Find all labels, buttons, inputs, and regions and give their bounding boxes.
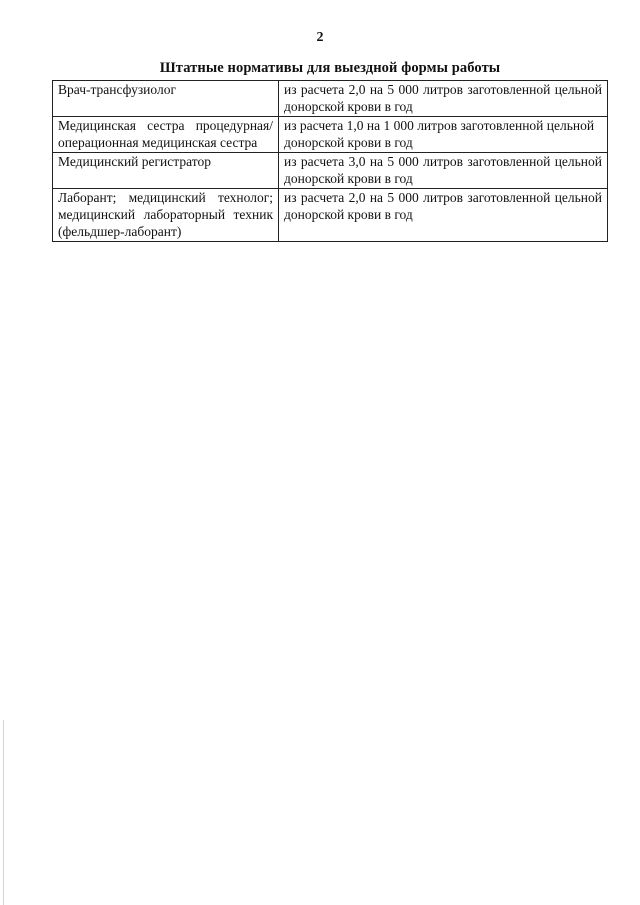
position-cell: Медицинская сестра процедурная/ операционная медицинская сестра <box>53 117 279 153</box>
position-cell: Врач-трансфузиолог <box>53 81 279 117</box>
position-cell: Лаборант; медицинский технолог; медицинский лабораторный техник (фельдшер-лаборант) <box>53 189 279 242</box>
page-number: 2 <box>316 30 324 45</box>
norm-cell: из расчета 2,0 на 5 000 литров заготовленной цельной донорской крови в год <box>279 189 608 242</box>
table-row <box>53 153 608 189</box>
staffing-norms-table <box>52 80 608 242</box>
table-row <box>53 117 608 153</box>
norm-cell: из расчета 1,0 на 1 000 литров заготовленной цельной донорской крови в год <box>279 117 608 153</box>
table-row <box>53 189 608 242</box>
position-cell: Медицинский регистратор <box>53 153 279 189</box>
norm-cell: из расчета 2,0 на 5 000 литров заготовленной цельной донорской крови в год <box>279 81 608 117</box>
document-title: Штатные нормативы для выездной формы работы <box>159 60 501 76</box>
norm-cell: из расчета 3,0 на 5 000 литров заготовленной цельной донорской крови в год <box>279 153 608 189</box>
table-row <box>53 81 608 117</box>
scan-edge-line <box>3 720 4 905</box>
